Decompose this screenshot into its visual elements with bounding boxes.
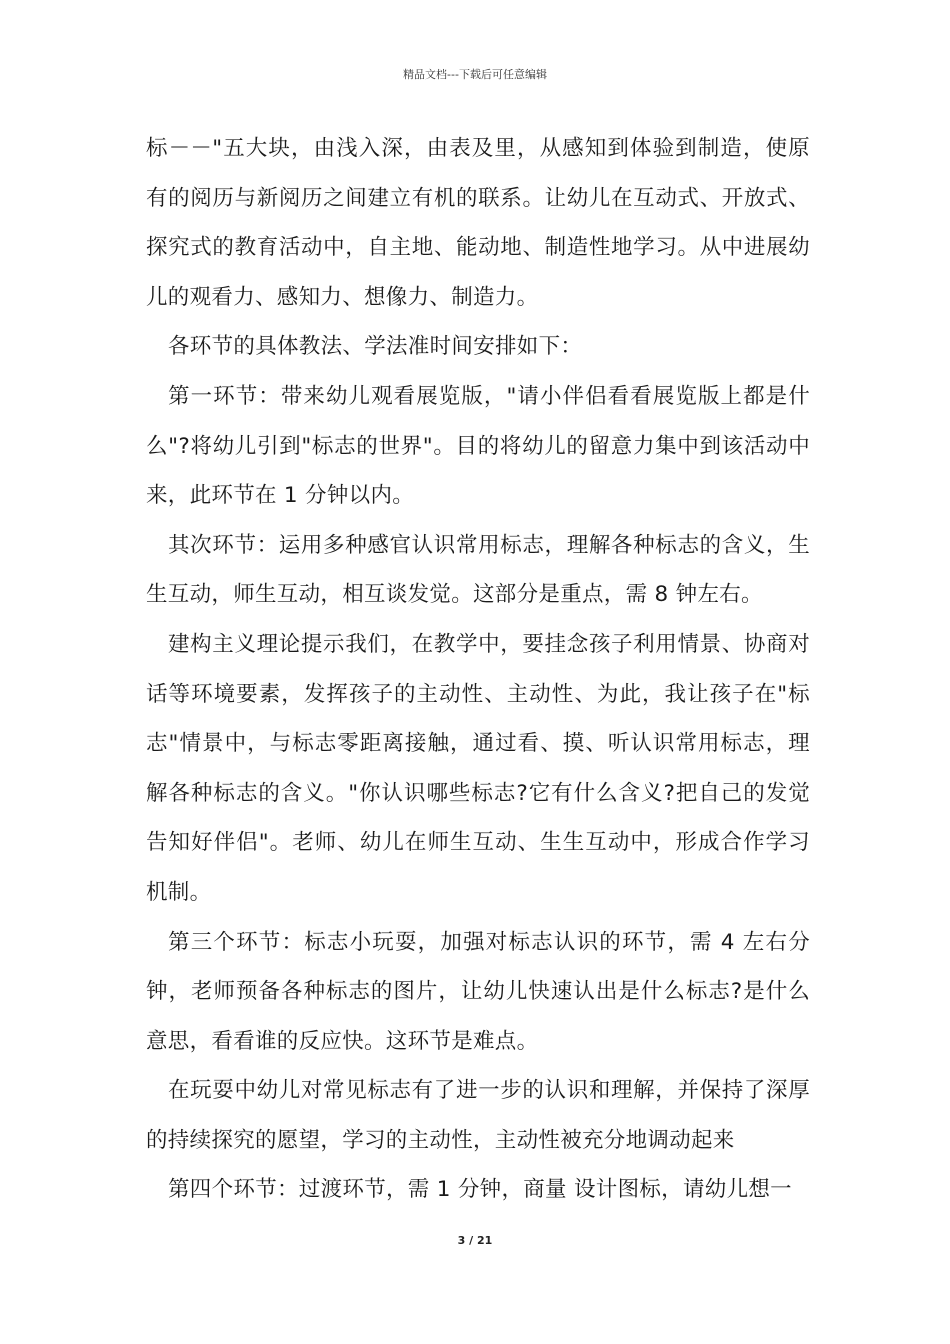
page-header: 精品文档---下载后可任意编辑 bbox=[403, 68, 547, 81]
paragraph-step-one: 第一环节：带来幼儿观看展览版，"请小伴侣看看展览版上都是什么"?将幼儿引到"标志的世界"。目的将幼儿的留意力集中到该活动中来，此环节在 1 分钟以内。 bbox=[146, 383, 810, 509]
paragraph-constructivism: 建构主义理论提示我们，在教学中，要挂念孩子利用情景、协商对话等环境要素，发挥孩子的主动性、主动性、为此，我让孩子在"标志"情景中，与标志零距离接触，通过看、摸、听认识常用标志，理解各种标志的含义。"你认识哪些标志?它有什么含义?把自己的发觉告知好伴侣"。老师、幼儿在师生互动、生生互动中，形成合作学习机制。 bbox=[146, 631, 810, 905]
paragraph-continued-goals: 标－－"五大块，由浅入深，由表及里，从感知到体验到制造，使原有的阅历与新阅历之间建立有机的联系。让幼儿在互动式、开放式、探究式的教育活动中，自主地、能动地、制造性地学习。从中进展幼儿的观看力、感知力、想像力、制造力。 bbox=[146, 136, 810, 310]
document-body bbox=[146, 124, 810, 1215]
paragraph-step-three: 第三个环节：标志小玩耍，加强对标志认识的环节，需 4 左右分钟，老师预备各种标志的图片，让幼儿快速认出是什么标志?是什么意思，看看谁的反应快。这环节是难点。 bbox=[146, 929, 810, 1054]
paragraph-step-two: 其次环节：运用多种感官认识常用标志，理解各种标志的含义，生生互动，师生互动，相互谈发觉。这部分是重点，需 8 钟左右。 bbox=[146, 532, 810, 608]
paragraph-step-four: 第四个环节：过渡环节，需 1 分钟，商量 设计图标，请幼儿想一 bbox=[168, 1177, 792, 1203]
paragraph-play-outcome: 在玩耍中幼儿对常见标志有了进一步的认识和理解，并保持了深厚的持续探究的愿望，学习的主动性，主动性被充分地调动起来 bbox=[146, 1078, 810, 1153]
page-number: 3 / 21 bbox=[457, 1234, 493, 1247]
paragraph-schedule-intro: 各环节的具体教法、学法准时间安排如下： bbox=[168, 334, 583, 360]
